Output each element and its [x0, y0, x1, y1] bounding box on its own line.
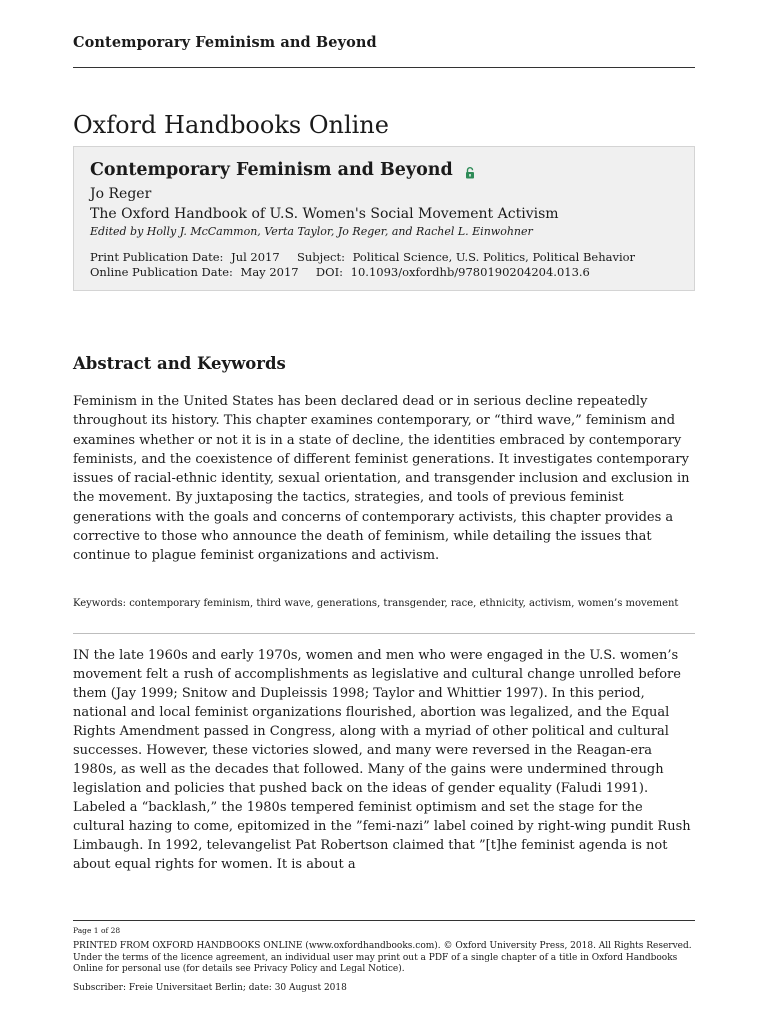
- chapter-title: Contemporary Feminism and Beyond: [90, 160, 453, 180]
- open-access-lock-icon: [465, 163, 475, 175]
- handbook-editors: Edited by Holly J. McCammon, Verta Taylor, Jo Reger, and Rachel L. Einwohner: [90, 225, 533, 238]
- online-date-value: May 2017: [240, 265, 299, 279]
- keywords-text: Keywords: contemporary feminism, third wave, generations, transgender, race, ethnicity, activism, women’s movement: [73, 598, 679, 609]
- print-date-value: Jul 2017: [231, 250, 280, 264]
- doi-value[interactable]: 10.1093/oxfordhb/9780190204204.013.6: [350, 265, 590, 279]
- handbook-title: The Oxford Handbook of U.S. Women's Social Movement Activism: [90, 206, 559, 222]
- header-rule: [73, 67, 695, 68]
- abstract-divider: [73, 633, 695, 634]
- page-number: Page 1 of 28: [73, 926, 121, 935]
- print-publication-line: [90, 250, 678, 265]
- site-title: Oxford Handbooks Online: [73, 111, 389, 139]
- subscriber-line: Subscriber: Freie Universitaet Berlin; date: 30 August 2018: [73, 983, 347, 993]
- doi-label: DOI:: [315, 265, 343, 279]
- running-header-title: Contemporary Feminism and Beyond: [73, 34, 377, 51]
- online-publication-line: [90, 265, 678, 280]
- chapter-author: Jo Reger: [90, 186, 152, 202]
- chapter-title-row: [90, 159, 678, 181]
- print-date-label: Print Publication Date:: [90, 250, 224, 264]
- chapter-metadata-box: [73, 146, 695, 291]
- printed-notice: PRINTED FROM OXFORD HANDBOOKS ONLINE (www.oxfordhandbooks.com). © Oxford University Press, 2018. All Rights Reserved. Under the terms of the licence agreement, an individual user may print out a PDF of a single chapter of a title in Oxford Handbooks Online for personal use (for details see Privacy Policy and Legal Notice).: [73, 941, 692, 974]
- body-paragraph: IN the late 1960s and early 1970s, women and men who were engaged in the U.S. women’s movement felt a rush of accomplishments as legislative and cultural change unrolled before them (Jay 1999; Snitow and Dupleissis 1998; Taylor and Whittier 1997). In this period, national and local feminist organizations flourished, abortion was legalized, and the Equal Rights Amendment passed in Congress, along with a myriad of other political and cultural successes. However, these victories slowed, and many were reversed in the Reagan-era 1980s, as well as the decades that followed. Many of the gains were undermined through legislation and policies that pushed back on the ideas of gender equality (Faludi 1991). Labeled a “backlash,” the 1980s tempered feminist optimism and set the stage for the cultural hazing to come, epitomized in the ”femi-nazi” label coined by right-wing pundit Rush Limbaugh. In 1992, televangelist Pat Robertson claimed that ”[t]he feminist agenda is not about equal rights for women. It is about a: [73, 648, 691, 872]
- abstract-text: Feminism in the United States has been declared dead or in serious decline repeatedly throughout its history. This chapter examines contemporary, or “third wave,” feminism and examines whether or not it is in a state of decline, the identities embraced by contemporary feminists, and the coexistence of different feminist generations. It investigates contemporary issues of racial-ethnic identity, sexual orientation, and transgender inclusion and exclusion in the movement. By juxtaposing the tactics, strategies, and tools of previous feminist generations with the goals and concerns of contemporary activists, this chapter provides a corrective to those who announce the death of feminism, while detailing the issues that continue to plague feminist organizations and activism.: [73, 394, 690, 564]
- subject-value: Political Science, U.S. Politics, Political Behavior: [352, 250, 636, 264]
- abstract-heading: Abstract and Keywords: [73, 354, 286, 373]
- footer-rule: [73, 920, 695, 921]
- online-date-label: Online Publication Date:: [90, 265, 233, 279]
- subject-label: Subject:: [297, 250, 345, 264]
